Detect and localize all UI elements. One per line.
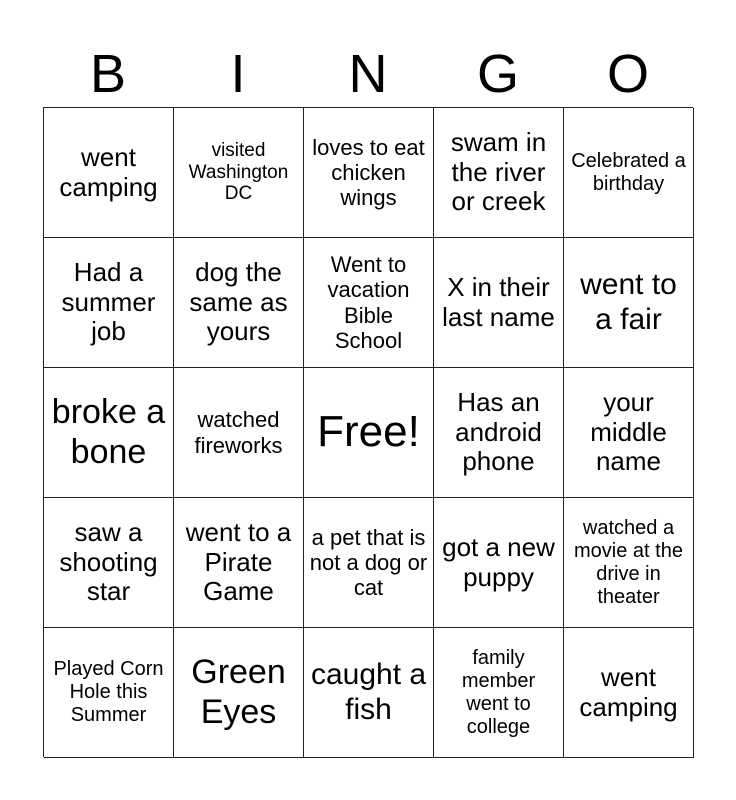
cell-text: Had a summer job <box>61 256 156 347</box>
bingo-cell[interactable] <box>434 368 564 498</box>
cell-text: went to a fair <box>580 268 677 336</box>
cell-text: dog the same as yours <box>189 256 288 347</box>
bingo-header <box>43 40 693 108</box>
bingo-cell[interactable] <box>434 108 564 238</box>
bingo-cell[interactable] <box>44 368 174 498</box>
bingo-cell[interactable] <box>434 498 564 628</box>
bingo-cell[interactable] <box>174 238 304 368</box>
bingo-cell[interactable] <box>304 108 434 238</box>
cell-text: a pet that is not a dog or cat <box>309 524 428 601</box>
bingo-cell[interactable] <box>44 628 174 758</box>
bingo-cell[interactable] <box>564 498 694 628</box>
cell-text: your middle name <box>590 386 667 477</box>
cell-text: caught a fish <box>310 658 427 726</box>
bingo-cell[interactable] <box>434 628 564 758</box>
bingo-cell[interactable] <box>174 628 304 758</box>
bingo-card-grid <box>43 107 693 757</box>
bingo-cell[interactable] <box>174 498 304 628</box>
bingo-cell[interactable] <box>174 368 304 498</box>
bingo-cell[interactable] <box>564 108 694 238</box>
cell-text: Has an android phone <box>455 386 542 477</box>
bingo-cell[interactable] <box>564 368 694 498</box>
bingo-cell[interactable] <box>434 238 564 368</box>
bingo-cell[interactable] <box>304 628 434 758</box>
bingo-cell[interactable] <box>304 498 434 628</box>
bingo-cell[interactable] <box>174 108 304 238</box>
cell-text: watched fireworks <box>194 407 283 458</box>
cell-text: swam in the river or creek <box>450 126 547 217</box>
cell-text: Green Eyes <box>191 653 286 731</box>
header-letter-g: G <box>476 44 519 104</box>
header-letter-o: O <box>606 44 649 104</box>
cell-text: went camping <box>59 141 158 202</box>
cell-text: visited Washington DC <box>188 139 289 205</box>
bingo-cell[interactable] <box>304 238 434 368</box>
bingo-cell[interactable] <box>564 238 694 368</box>
cell-text: went to a Pirate Game <box>185 516 292 607</box>
free-space-text: Free! <box>317 407 420 457</box>
cell-text: went camping <box>579 661 678 722</box>
cell-text: watched a movie at the drive in theater <box>574 516 683 608</box>
cell-text: got a new puppy <box>442 531 555 592</box>
cell-text: Celebrated a birthday <box>571 149 686 195</box>
header-letter-n: N <box>348 44 388 104</box>
cell-text: saw a shooting star <box>59 516 158 607</box>
cell-text: Played Corn Hole this Summer <box>53 658 164 726</box>
header-letter-i: I <box>230 44 246 104</box>
cell-text: family member went to college <box>461 646 536 738</box>
header-letter-b: B <box>89 44 127 104</box>
bingo-free-cell[interactable] <box>304 368 434 498</box>
cell-text: loves to eat chicken wings <box>312 134 425 211</box>
bingo-cell[interactable] <box>564 628 694 758</box>
bingo-cell[interactable] <box>44 108 174 238</box>
cell-text: Went to vacation Bible School <box>327 251 410 353</box>
cell-text: broke a bone <box>51 393 166 471</box>
bingo-cell[interactable] <box>44 498 174 628</box>
bingo-cell[interactable] <box>44 238 174 368</box>
cell-text: X in their last name <box>442 271 555 332</box>
